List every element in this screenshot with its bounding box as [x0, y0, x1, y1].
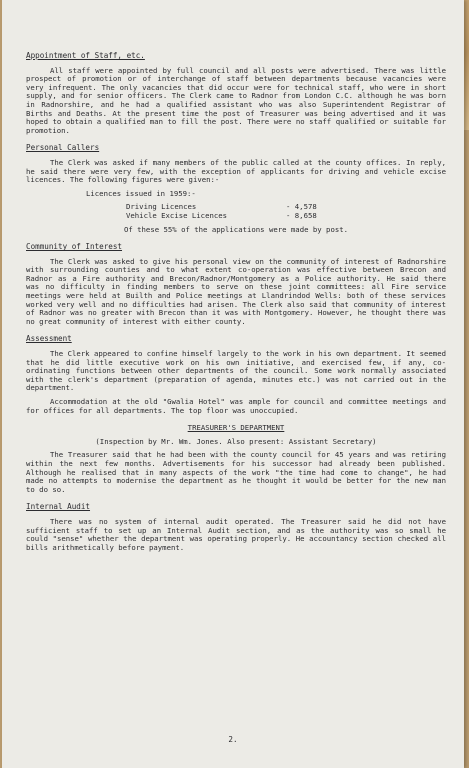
- document-page: [2, 0, 464, 768]
- licence-row: [26, 212, 446, 221]
- licences-title: Licences issued in 1959:-: [86, 188, 196, 198]
- paragraph-treasurer: The Treasurer said that he had been with the county council for 45 years and was retiring within the next few months. Advertisements for his successor had already been published. Although he realised that in many aspects of the work "the time had come to change", he had made no attempts to modernise the department as he thought it would be better for the new man to do so.: [26, 450, 446, 494]
- heading-internal-audit: Internal Audit: [26, 502, 91, 512]
- licence-value: - 4,578: [286, 202, 317, 212]
- document-body: [26, 52, 446, 552]
- paragraph-assessment-2: Accommodation at the old "Gwalia Hotel" was ample for council and committee meetings and for offices for all departments. The top floor was unoccupied.: [26, 397, 446, 415]
- page-number: 2.: [228, 735, 238, 744]
- paragraph-internal-audit: There was no system of internal audit operated. The Treasurer said he did not have sufficient staff to set up an Internal Audit section, and as the authority was so small he could "sense" whether the department was operating properly. He accountancy section checked all bills arithmetically before payment.: [26, 516, 446, 552]
- paragraph-personal-callers: The Clerk was asked if many members of the public called at the county offices. In reply, he said there were very few, with the exception of applicants for driving and vehicle excise licences. The following figures were given:-: [26, 157, 446, 185]
- licence-value: - 8,658: [286, 210, 317, 220]
- heading-treasurer: TREASURER'S DEPARTMENT: [187, 423, 285, 433]
- licence-name: Driving Licences: [126, 202, 197, 212]
- licence-name: Vehicle Excise Licences: [126, 210, 228, 220]
- heading-personal-callers: Personal Callers: [26, 143, 100, 153]
- paragraph-appointment: All staff were appointed by full council and all posts were advertised. There was little prospect of promotion or of interchange of staff between departments because vacancies were very infrequent. The only vacancies that did occur were for technical staff, who were in short supply, and for senior officers. The Clerk came to Radnor from London C.C. although he was born in Radnorshire, and he had a qualified assistant who was also Superintendent Registrar of Births and Deaths. At the present time the post of Treasurer was being advertised and it was hoped to obtain a qualified man to fill the post. There were no staff qualified or suitable for promotion.: [26, 65, 446, 135]
- heading-community: Community of Interest: [26, 242, 123, 252]
- paragraph-assessment-1: The Clerk appeared to confine himself largely to the work in his own department. It seemed that he did little executive work on his own initiative, and exercised few, if any, co-ordinating functions between other departments of the council. Some work normally associated with the clerk's department (preparation of agenda, minutes etc.) was not carried out in the department.: [26, 349, 446, 393]
- treasurer-subheading: (Inspection by Mr. Wm. Jones. Also present: Assistant Secretary): [95, 436, 377, 446]
- paragraph-community: The Clerk was asked to give his personal view on the community of interest of Radnorshire with surrounding counties and to what extent co-operation was effective between Brecon and Radnor as a Fire authority and Brecon/Radnor/Montgomery as a Police authority. He said there was no difficulty in finding members to serve on these joint committees: all Fire service meetings were held at Builth and Police meetings at Llandrindod Wells: both of these services worked very well and no difficulties had arisen. The Clerk also said that community of interest of Radnor was no greater with Brecon than it was with Montgomery. However, he thought there was no great community of interest with either county.: [26, 256, 446, 326]
- post-note: Of these 55% of the applications were made by post.: [123, 224, 349, 234]
- licence-row: [26, 203, 446, 212]
- heading-appointment: Appointment of Staff, etc.: [26, 51, 145, 60]
- heading-assessment: Assessment: [26, 334, 72, 344]
